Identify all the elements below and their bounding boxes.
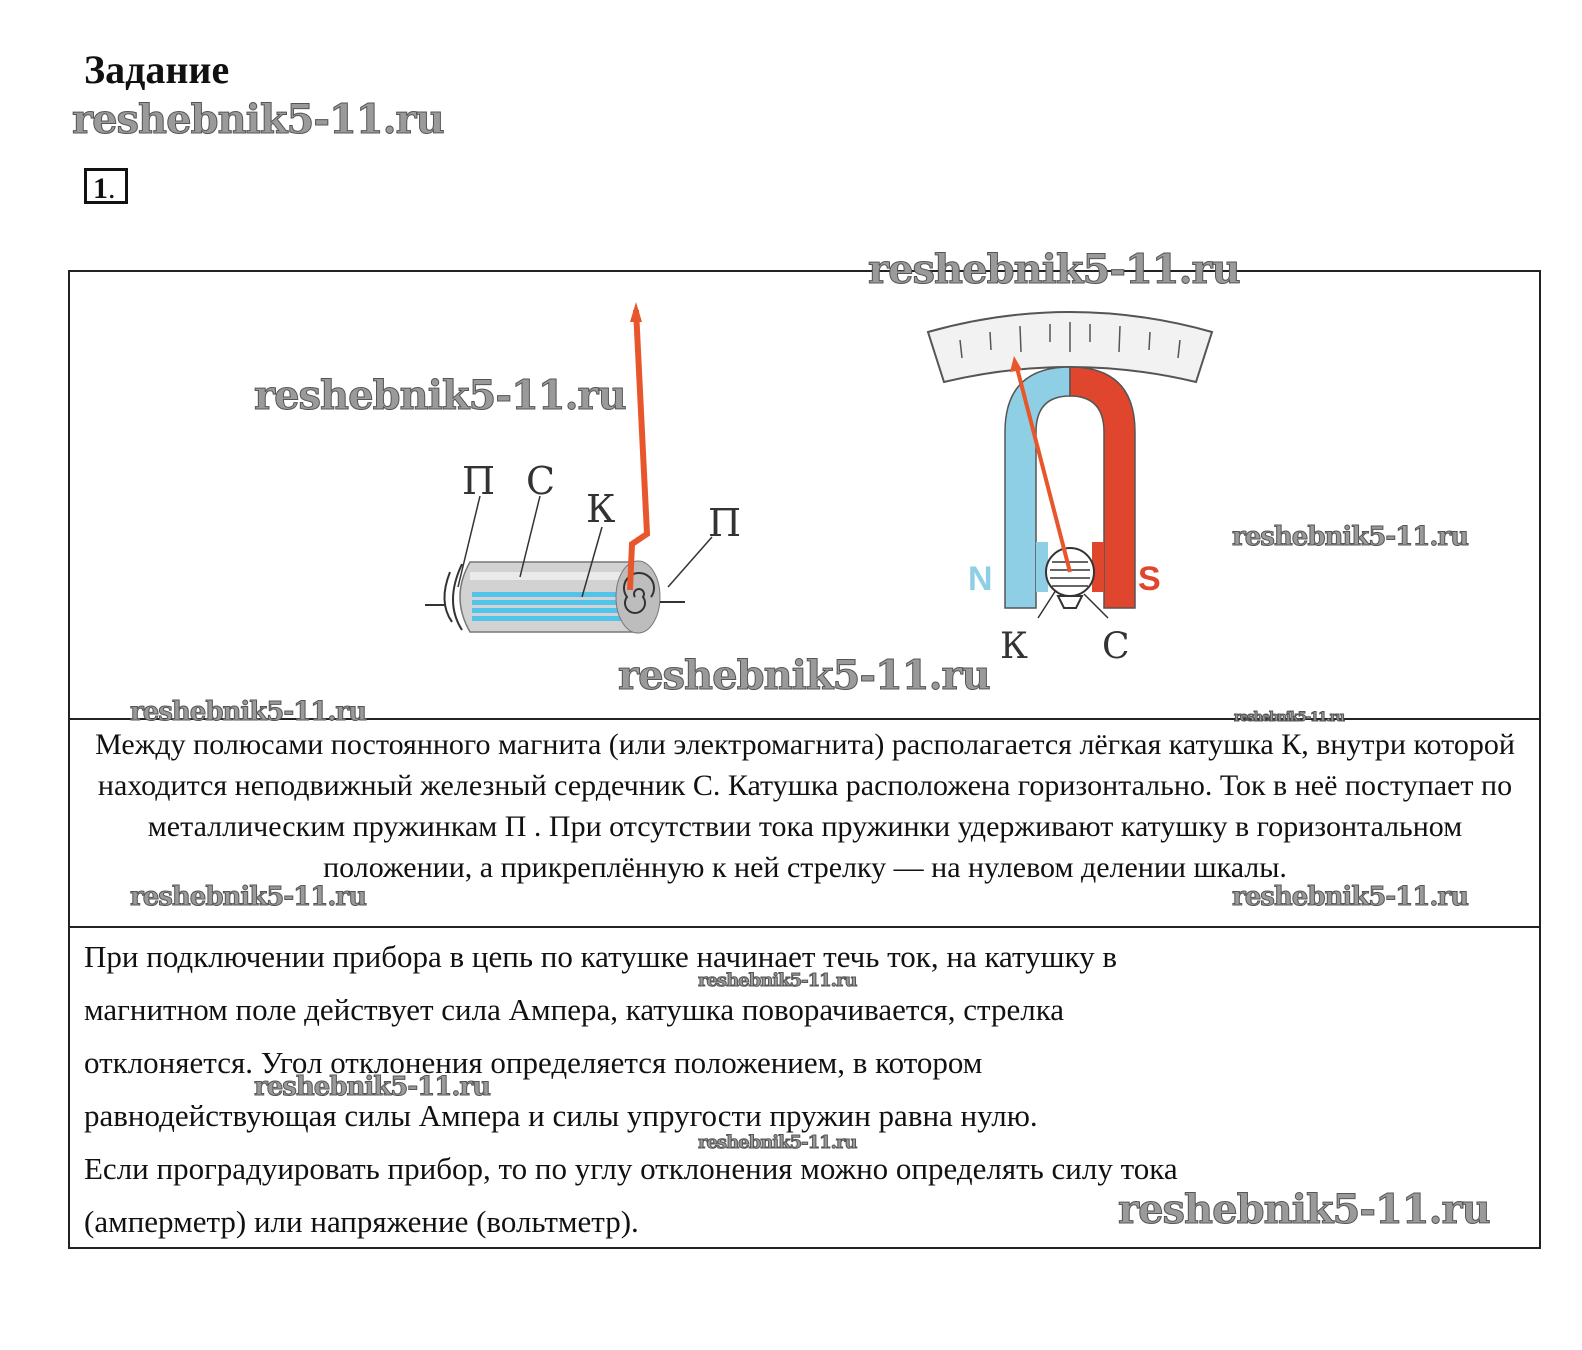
watermark: reshebnik5-11.ru: [698, 970, 857, 991]
label-south: S: [1138, 560, 1161, 598]
pointer-arrow: [630, 310, 647, 590]
answer-line: Если проградуировать прибор, то по углу отклонения можно определять силу тока: [84, 1151, 1178, 1186]
answer-line: магнитном поле действует сила Ампера, катушка поворачивается, стрелка: [84, 992, 1065, 1027]
label-north: N: [968, 560, 993, 598]
answer-line: отклоняется. Угол отклонения определяется положением, в котором: [84, 1045, 983, 1080]
watermark: reshebnik5-11.ru: [868, 246, 1240, 293]
watermark: reshebnik5-11.ru: [618, 652, 990, 699]
watermark: reshebnik5-11.ru: [1118, 1186, 1490, 1233]
answer-line: (амперметр) или напряжение (вольтметр).: [84, 1204, 639, 1239]
watermark: reshebnik5-11.ru: [130, 882, 367, 912]
watermark: reshebnik5-11.ru: [130, 697, 367, 727]
answer-line: При подключении прибора в цепь по катушке начинает течь ток, на катушку в: [84, 939, 1118, 974]
task-number-suffix: .: [108, 172, 116, 205]
coil-assembly: [425, 302, 741, 633]
watermark: reshebnik5-11.ru: [1232, 882, 1469, 912]
page-heading: Задание: [84, 47, 230, 92]
label-coil: К: [586, 487, 616, 531]
label-spring-left: П: [462, 459, 496, 503]
watermark: reshebnik5-11.ru: [72, 96, 444, 143]
watermark: reshebnik5-11.ru: [254, 1072, 491, 1102]
label-meter-core: С: [1102, 626, 1130, 667]
label-meter-coil: К: [1000, 626, 1028, 667]
magnet-assembly: [928, 312, 1212, 667]
device-description: Между полюсами постоянного магнита (или электромагнита) располагается лёгкая катушка К, внутри которой находится неподвижный железный сердечник С. Катушка расположена горизонтально. Ток в неё поступает по металлическим пружинкам П . При отсутствии тока пружинки удерживают катушку в горизонтальном положении, а прикреплённую к ней стрелку — на нулевом делении шкалы.: [95, 728, 1515, 884]
watermark: reshebnik5-11.ru: [1234, 710, 1345, 725]
answer-line: равнодействующая силы Ампера и силы упругости пружин равна нулю.: [84, 1098, 1038, 1133]
task-number-box: [84, 168, 128, 204]
label-core: С: [526, 459, 556, 503]
label-spring-right: П: [708, 501, 742, 545]
watermark: reshebnik5-11.ru: [254, 372, 626, 419]
watermark: reshebnik5-11.ru: [1232, 522, 1469, 552]
task-number: 1: [93, 172, 108, 205]
table-divider: [68, 926, 1541, 928]
watermark: reshebnik5-11.ru: [698, 1132, 857, 1153]
